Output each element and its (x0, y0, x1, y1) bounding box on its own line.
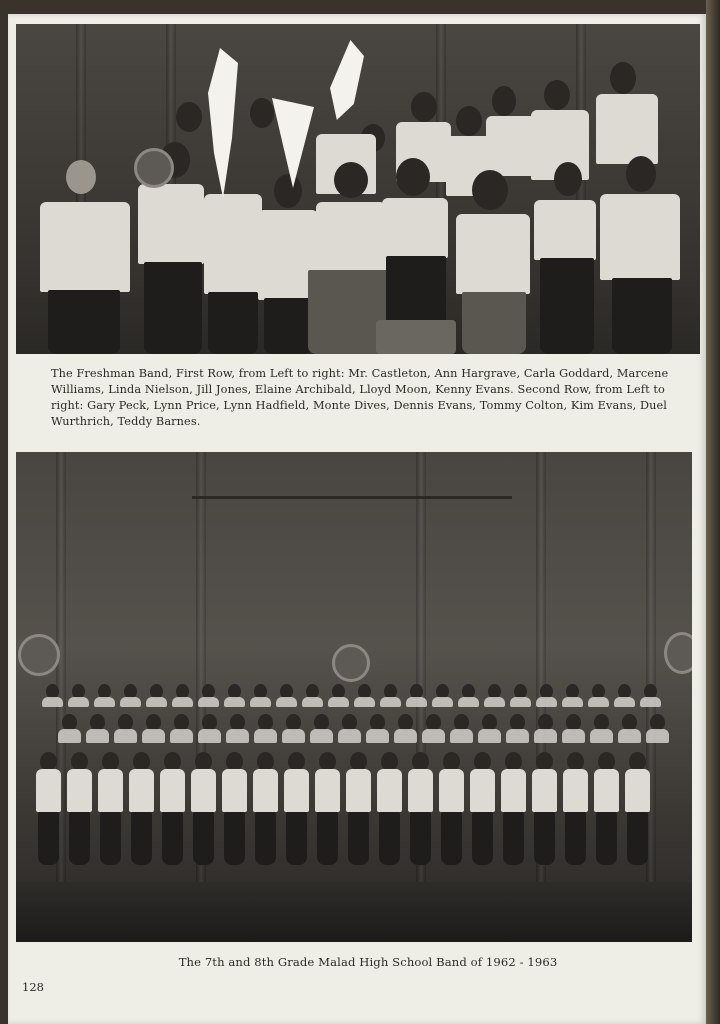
person-skirt (286, 812, 307, 865)
person-head (456, 106, 482, 136)
person-head (396, 158, 430, 196)
person-head (610, 62, 636, 94)
person-shirt (640, 697, 661, 707)
yearbook-page (8, 14, 706, 1024)
person-shirt (142, 729, 165, 743)
tuba-bell (332, 644, 370, 682)
person-shirt (170, 729, 193, 743)
person-head (544, 80, 570, 110)
stage-floor (16, 882, 692, 942)
person-shirt (254, 729, 277, 743)
person-shirt (536, 697, 557, 707)
person-skirt (264, 298, 312, 354)
freshman-band-photo (16, 24, 700, 354)
freshman-band-caption: The Freshman Band, First Row, from Left to right: Mr. Castleton, Ann Hargrave, Carla Goddard, Marcene Williams, Linda Nielson, Jill Jones, Elaine Archibald, Lloyd Moon, Kenny Evans. Second Row, from Left to right: Gary Peck, Lynn Price, Lynn Hadfield, Monte Dives, Dennis Evans, Tommy Colton, Kim Evans, Duel Wurthrich, Teddy Barnes. (51, 367, 669, 428)
person-shirt (382, 198, 448, 258)
book-spine-edge (706, 0, 720, 1024)
page-number: 128 (22, 980, 44, 994)
person-shirt (432, 697, 453, 707)
person-shirt (224, 697, 245, 707)
person-shirt (338, 729, 361, 743)
person-shirt (422, 729, 445, 743)
person-shirt (532, 769, 557, 812)
person-head (66, 160, 96, 194)
person-shirt (501, 769, 526, 812)
person-shirt (40, 202, 130, 292)
person-shirt (302, 697, 323, 707)
person-shirt (310, 729, 333, 743)
person-head (334, 162, 368, 198)
person-skirt (131, 812, 152, 865)
person-shirt (600, 194, 680, 280)
person-skirt (503, 812, 524, 865)
person-skirt (38, 812, 59, 865)
person-shirt (534, 200, 596, 260)
person-shirt (439, 769, 464, 812)
person-shirt (478, 729, 501, 743)
person-shirt (42, 697, 63, 707)
person-head (554, 162, 582, 196)
person-shirt (588, 697, 609, 707)
person-shirt (366, 729, 389, 743)
person-skirt (565, 812, 586, 865)
person-shirt (646, 729, 669, 743)
person-skirt (208, 292, 258, 354)
person-trousers (540, 258, 594, 354)
person-shirt (198, 697, 219, 707)
person-shirt (276, 697, 297, 707)
person-shirt (484, 697, 505, 707)
person-shirt (120, 697, 141, 707)
person-shirt (316, 202, 386, 272)
person-skirt (193, 812, 214, 865)
photo-tear (330, 40, 364, 120)
person-shirt (315, 769, 340, 812)
person-shirt (625, 769, 650, 812)
person-shirt (36, 769, 61, 812)
person-shirt (98, 769, 123, 812)
person-shirt (618, 729, 641, 743)
person-skirt (472, 812, 493, 865)
horn-instrument (134, 148, 174, 188)
person-shirt (562, 729, 585, 743)
person-shirt (562, 697, 583, 707)
person-shirt (226, 729, 249, 743)
person-skirt (596, 812, 617, 865)
person-shirt (377, 769, 402, 812)
person-skirt (255, 812, 276, 865)
person-shirt (58, 729, 81, 743)
person-shirt (253, 769, 278, 812)
person-shirt (590, 729, 613, 743)
person-shirt (191, 769, 216, 812)
person-skirt (441, 812, 462, 865)
person-shirt (284, 769, 309, 812)
person-shirt (282, 729, 305, 743)
person-trousers (612, 278, 672, 354)
snare-drum (376, 320, 456, 354)
person-shirt (146, 697, 167, 707)
person-shirt (67, 769, 92, 812)
person-shirt (114, 729, 137, 743)
tuba-bell (18, 634, 60, 676)
person-shirt (68, 697, 89, 707)
person-skirt (410, 812, 431, 865)
person-skirt-floral (462, 292, 526, 354)
person-skirt (144, 262, 202, 354)
person-shirt (594, 769, 619, 812)
person-head (492, 86, 516, 116)
photo-tear (272, 98, 314, 188)
person-head (411, 92, 437, 122)
person-head (626, 156, 656, 192)
person-shirt (563, 769, 588, 812)
person-shirt (346, 769, 371, 812)
person-shirt (450, 729, 473, 743)
person-shirt (394, 729, 417, 743)
person-skirt (317, 812, 338, 865)
person-skirt (162, 812, 183, 865)
person-head (274, 174, 302, 208)
person-skirt (379, 812, 400, 865)
person-shirt (160, 769, 185, 812)
person-shirt (406, 697, 427, 707)
tuba-bell (664, 632, 692, 674)
person-skirt (224, 812, 245, 865)
person-head (472, 170, 508, 210)
person-trousers (48, 290, 120, 354)
junior-band-photo (16, 452, 692, 942)
person-shirt (86, 729, 109, 743)
curtain-rod (192, 496, 512, 499)
person-shirt (470, 769, 495, 812)
person-shirt (129, 769, 154, 812)
person-skirt (627, 812, 648, 865)
person-shirt (380, 697, 401, 707)
person-shirt (486, 116, 536, 176)
person-shirt (354, 697, 375, 707)
person-skirt (69, 812, 90, 865)
person-shirt (596, 94, 658, 164)
person-head (250, 98, 274, 128)
person-shirt (506, 729, 529, 743)
photo-tear (208, 48, 238, 198)
person-shirt (172, 697, 193, 707)
person-shirt (138, 184, 204, 264)
person-shirt (94, 697, 115, 707)
person-shirt (408, 769, 433, 812)
person-head (176, 102, 202, 132)
person-shirt (534, 729, 557, 743)
junior-band-caption: The 7th and 8th Grade Malad High School Band of 1962 - 1963 (178, 955, 558, 969)
person-shirt (222, 769, 247, 812)
person-skirt (534, 812, 555, 865)
person-shirt (250, 697, 271, 707)
person-shirt (204, 194, 262, 294)
person-shirt (614, 697, 635, 707)
person-shirt (458, 697, 479, 707)
person-shirt (328, 697, 349, 707)
person-skirt (100, 812, 121, 865)
person-shirt (456, 214, 530, 294)
person-shirt (198, 729, 221, 743)
person-skirt (348, 812, 369, 865)
person-shirt (510, 697, 531, 707)
